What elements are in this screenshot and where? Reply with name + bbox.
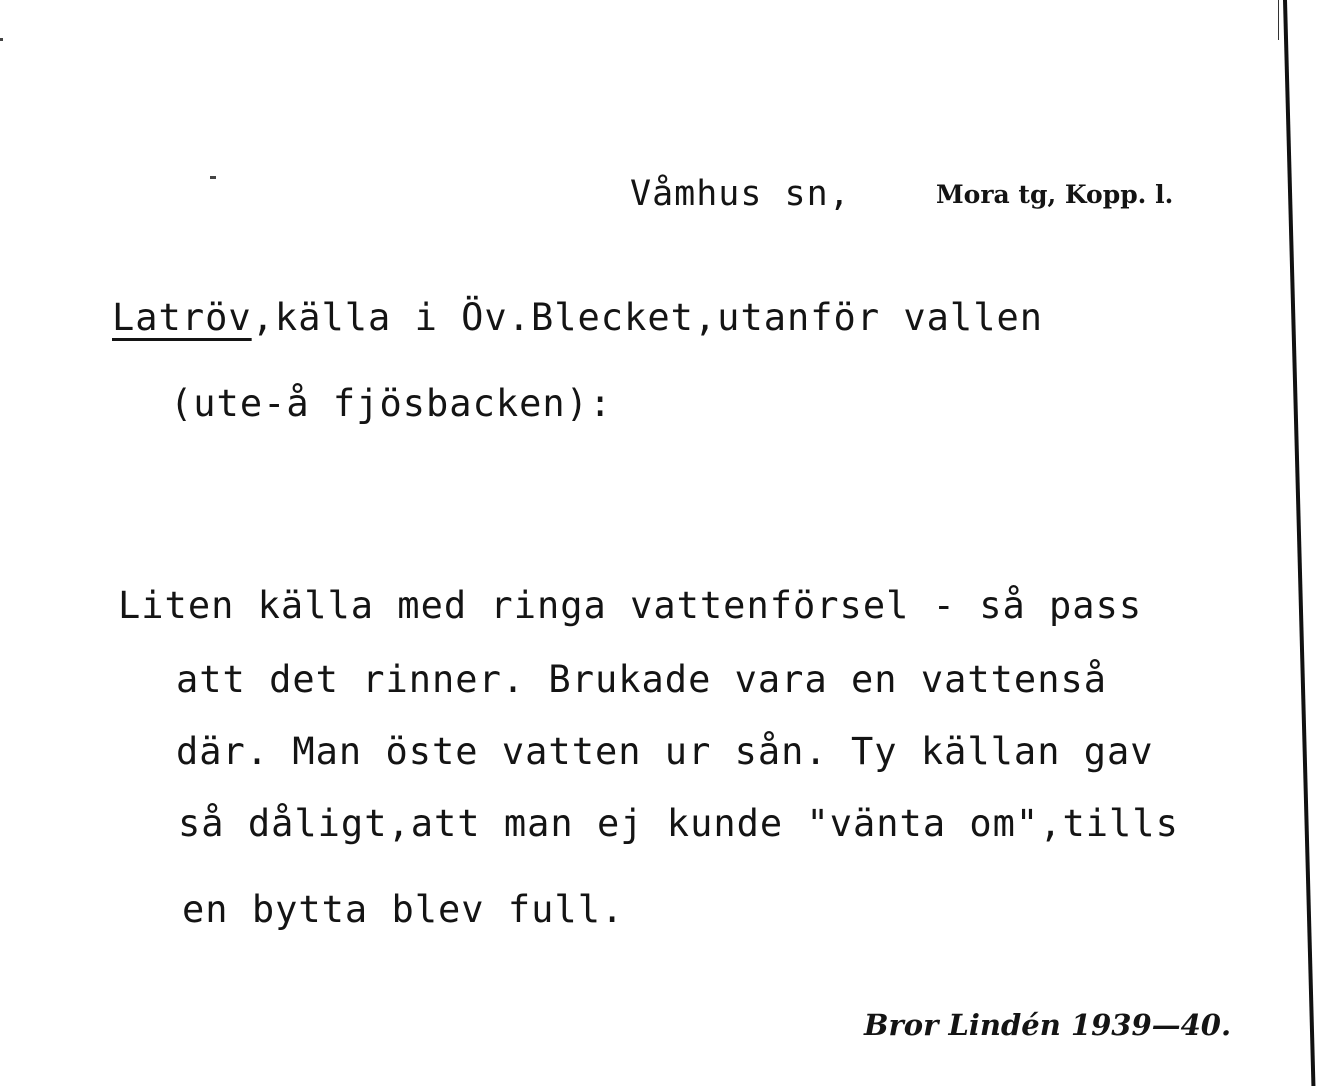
headword-term: Latröv xyxy=(112,296,252,339)
body-line-5: en bytta blev full. xyxy=(182,888,625,931)
body-line-2: att det rinner. Brukade vara en vattenså xyxy=(176,658,1108,701)
parish-name: Våmhus sn, xyxy=(630,174,851,214)
headword-description: ,källa i Öv.Blecket,utanför vallen xyxy=(251,296,1044,339)
body-line-3: där. Man öste vatten ur sån. Ty källan gav xyxy=(176,730,1154,773)
ink-speck xyxy=(0,38,3,41)
body-line-1: Liten källa med ringa vattenförsel - så pass xyxy=(118,584,1143,627)
collector-signature: Bror Lindén 1939—40. xyxy=(864,1008,1232,1042)
headword-line-2: (ute-å fjösbacken): xyxy=(170,382,613,425)
ink-speck xyxy=(210,176,216,179)
card-edge-line xyxy=(1283,0,1315,1086)
card-edge-mark xyxy=(1278,0,1279,40)
headword-line xyxy=(112,296,1043,339)
body-line-4: så dåligt,att man ej kunde "vänta om",tills xyxy=(178,802,1179,845)
district-stamp: Mora tg, Kopp. l. xyxy=(936,180,1174,209)
